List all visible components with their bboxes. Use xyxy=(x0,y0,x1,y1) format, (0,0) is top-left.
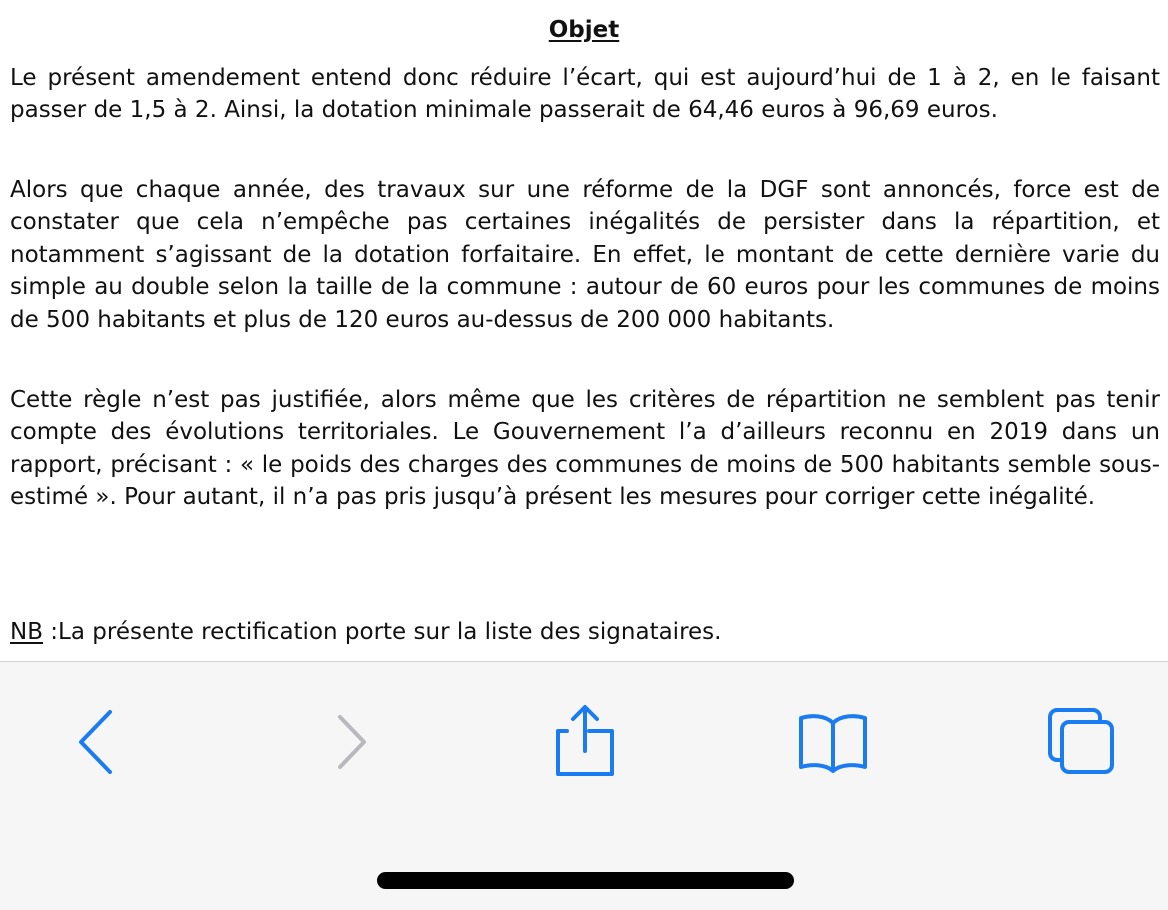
paragraph-1: Le présent amendement entend donc réduire l’écart, qui est aujourd’hui de 1 à 2, en le faisant passer de 1,5 à 2. Ainsi, la dotation minimale passerait de 64,46 euros à 96,69 euros. xyxy=(10,65,1160,124)
bookmarks-button[interactable] xyxy=(793,702,873,782)
nb-label: NB xyxy=(10,619,43,645)
chevron-left-icon xyxy=(58,707,118,777)
forward-button xyxy=(302,702,382,782)
nb-text: :La présente rectification porte sur la liste des signataires. xyxy=(42,619,722,645)
tabs-button[interactable] xyxy=(1040,702,1120,782)
back-button[interactable] xyxy=(48,702,128,782)
page-title: Objet xyxy=(548,17,620,43)
share-button[interactable] xyxy=(544,702,624,782)
paragraph-3: Cette règle n’est pas justifiée, alors même que les critères de répartition ne semblent pas tenir compte des évolutions territoriales. Le Gouvernement l’a d’ailleurs reconnu en 2019 dans un rapport, précisant : « le poids des charges des communes de moins de 500 habitants semble sous-estimé ». Pour autant, il n’a pas pris jusqu’à présent les mesures pour corriger cette inégalité. xyxy=(10,387,1160,511)
chevron-right-icon xyxy=(312,707,372,777)
book-icon xyxy=(795,709,871,775)
browser-toolbar xyxy=(0,661,1168,910)
tabs-icon xyxy=(1044,706,1116,778)
share-icon xyxy=(551,702,617,782)
home-indicator xyxy=(377,872,794,889)
paragraph-2: Alors que chaque année, des travaux sur une réforme de la DGF sont annoncés, force est de constater que cela n’empêche pas certaines inégalités de persister dans la répartition, et notamment s’agissant de la dotation forfaitaire. En effet, le montant de cette dernière varie du simple au double selon la taille de la commune : autour de 60 euros pour les communes de moins de 500 habitants et plus de 120 euros au-dessus de 200 000 habitants. xyxy=(10,177,1160,333)
nb-note xyxy=(10,616,721,648)
